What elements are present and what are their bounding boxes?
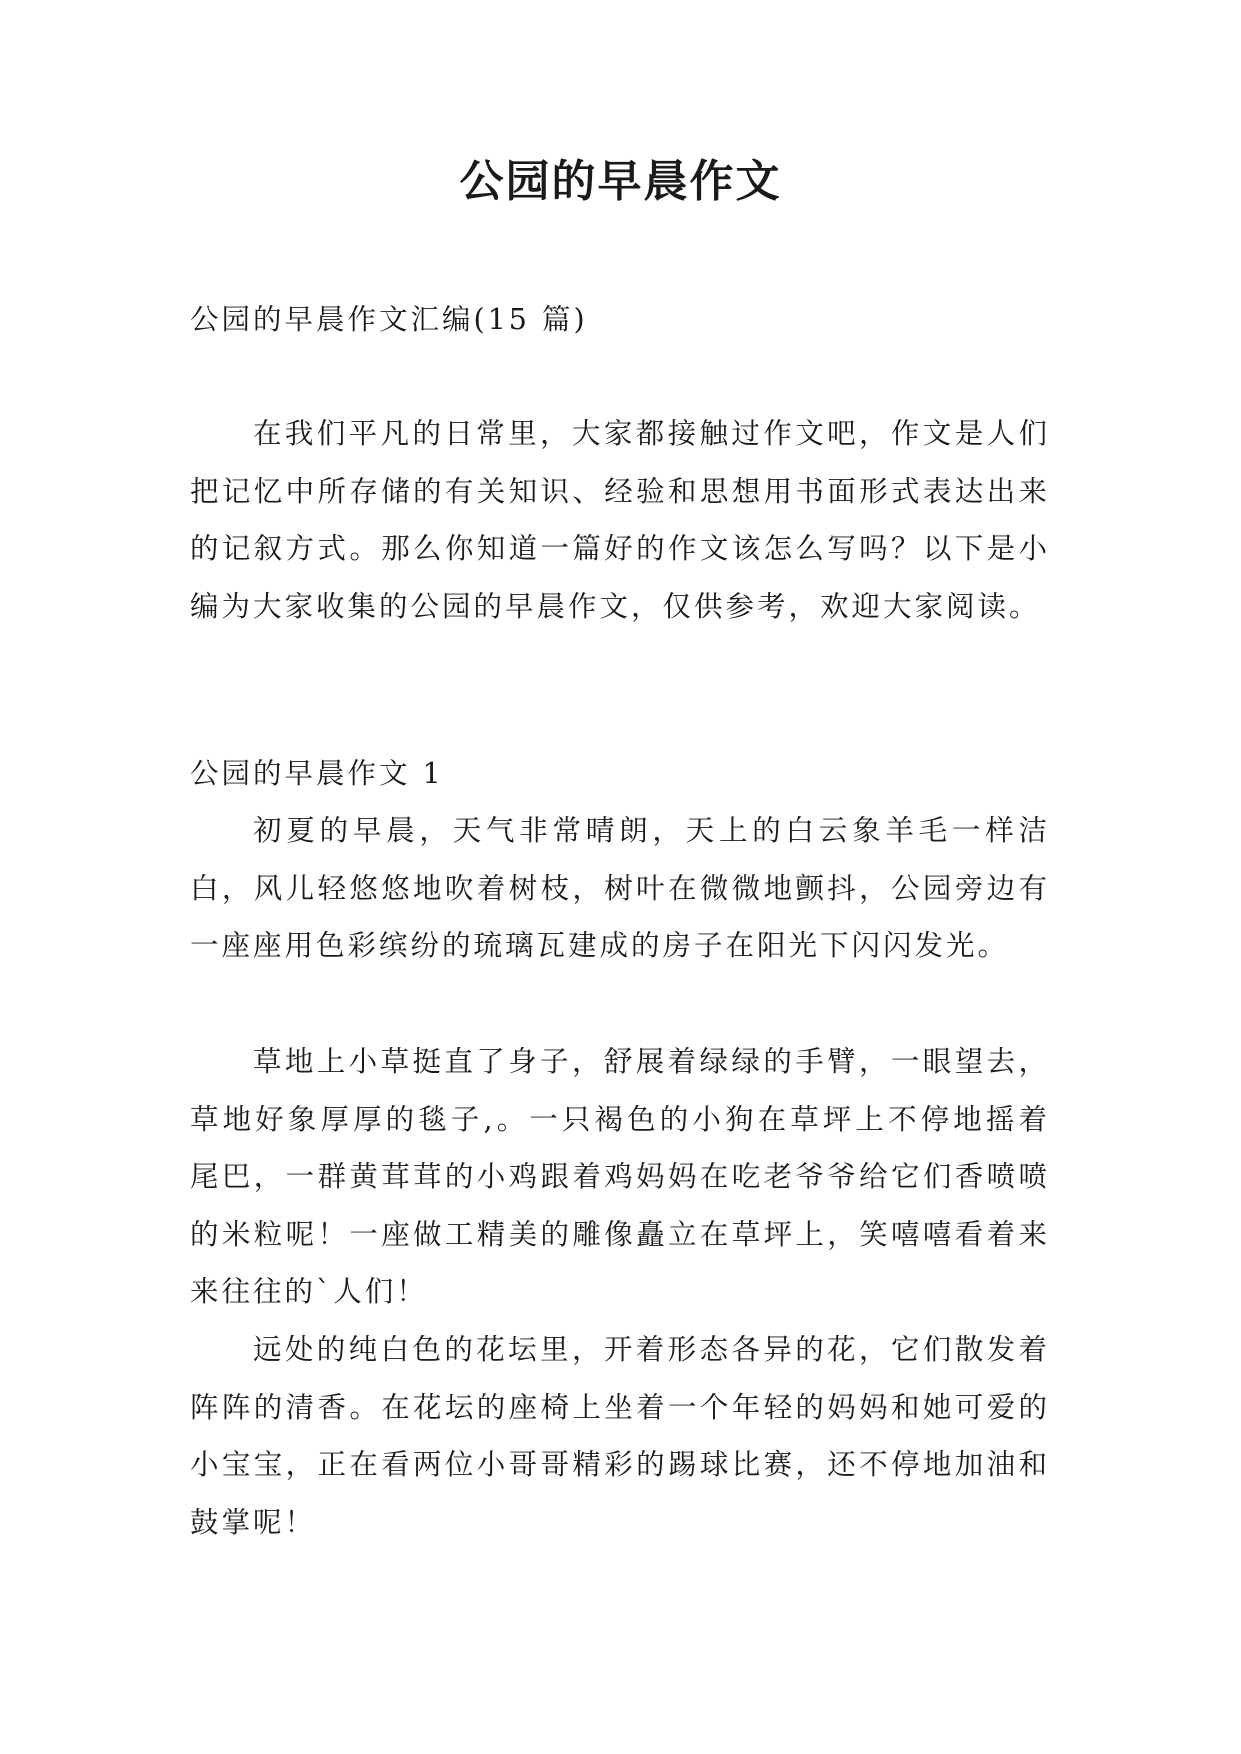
document-subtitle: 公园的早晨作文汇编(15 篇) (190, 303, 588, 336)
body-paragraph: 草地上小草挺直了身子，舒展着绿绿的手臂，一眼望去，草地好象厚厚的毯子,。一只褐色的小狗在草坪上不停地摇着尾巴，一群黄茸茸的小鸡跟着鸡妈妈在吃老爷爷给它们香喷喷的米粒呢！一座做工精美的雕像矗立在草坪上，笑嘻嘻看着来来往往的`人们！ (190, 1045, 1050, 1308)
intro-paragraph: 在我们平凡的日常里，大家都接触过作文吧，作文是人们把记忆中所存储的有关知识、经验和思想用书面形式表达出来的记叙方式。那么你知道一篇好的作文该怎么写吗？以下是小编为大家收集的公园的早晨作文，仅供参考，欢迎大家阅读。 (190, 417, 1050, 623)
document-title: 公园的早晨作文 (459, 156, 782, 207)
body-paragraph: 初夏的早晨，天气非常晴朗，天上的白云象羊毛一样洁白，风儿轻悠悠地吹着树枝，树叶在微微地颤抖，公园旁边有一座座用色彩缤纷的琉璃瓦建成的房子在阳光下闪闪发光。 (190, 814, 1050, 962)
body-paragraph: 远处的纯白色的花坛里，开着形态各异的花，它们散发着阵阵的清香。在花坛的座椅上坐着一个年轻的妈妈和她可爱的小宝宝，正在看两位小哥哥精彩的踢球比赛，还不停地加油和鼓掌呢！ (190, 1333, 1050, 1539)
section-heading: 公园的早晨作文 1 (190, 757, 444, 790)
